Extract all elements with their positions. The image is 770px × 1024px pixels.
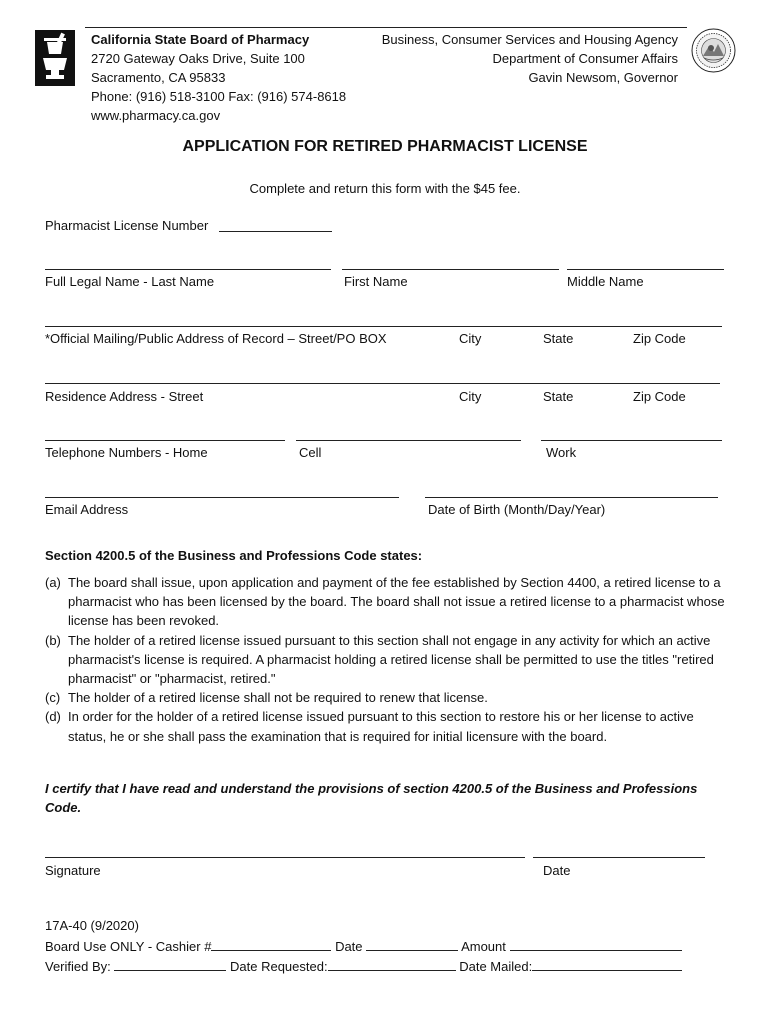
- residence-zip-label: Zip Code: [633, 389, 686, 404]
- mailing-state-label: State: [543, 331, 574, 346]
- provision-item: [45, 707, 730, 745]
- middle-name-field[interactable]: [567, 269, 724, 270]
- provision-item: [45, 573, 730, 631]
- board-address-line1: 2720 Gateway Oaks Drive, Suite 100: [91, 51, 305, 66]
- date-requested-field[interactable]: [328, 958, 456, 971]
- provision-key: (d): [45, 709, 61, 725]
- phone-work-label: Work: [546, 445, 577, 460]
- verified-by-label: Verified By:: [45, 959, 111, 974]
- phone-cell-field[interactable]: [296, 440, 521, 441]
- provision-key: (c): [45, 690, 61, 706]
- dob-label: Date of Birth (Month/Day/Year): [428, 502, 606, 517]
- last-name-field[interactable]: [45, 269, 331, 270]
- email-label: Email Address: [45, 502, 129, 517]
- certification-statement: I certify that I have read and understand the provisions of section 4200.5 of the Business and Professions Code.: [45, 781, 698, 815]
- last-name-label: Full Legal Name - Last Name: [45, 274, 215, 289]
- mailing-address-label: *Official Mailing/Public Address of Record – Street/PO BOX: [45, 331, 387, 346]
- mailing-address-field[interactable]: [45, 326, 722, 327]
- board-date-field[interactable]: [366, 938, 458, 951]
- section-heading: Section 4200.5 of the Business and Professions Code states:: [45, 548, 423, 563]
- board-date-label: Date: [335, 939, 363, 954]
- agency-name: Business, Consumer Services and Housing Agency: [381, 32, 678, 47]
- date-mailed-field[interactable]: [532, 958, 682, 971]
- department-name: Department of Consumer Affairs: [492, 51, 678, 66]
- form-title: APPLICATION FOR RETIRED PHARMACIST LICENSE: [182, 138, 588, 155]
- residence-state-label: State: [543, 389, 574, 404]
- signature-label: Signature: [45, 863, 101, 878]
- mortar-pestle-icon: [35, 30, 75, 86]
- agency-block: [360, 30, 678, 87]
- header-rule: [85, 27, 687, 28]
- middle-name-label: Middle Name: [567, 274, 644, 289]
- signature-date-label: Date: [543, 863, 571, 878]
- verification-row: [45, 958, 682, 974]
- license-number-field[interactable]: [219, 231, 332, 232]
- board-website[interactable]: www.pharmacy.ca.gov: [91, 108, 221, 123]
- residence-city-label: City: [459, 389, 482, 404]
- phone-cell-label: Cell: [299, 445, 322, 460]
- provisions-list: [45, 573, 730, 746]
- phone-home-label: Telephone Numbers - Home: [45, 445, 208, 460]
- first-name-label: First Name: [344, 274, 408, 289]
- california-state-seal-icon: [691, 28, 736, 73]
- verified-by-field[interactable]: [114, 958, 226, 971]
- mailing-zip-label: Zip Code: [633, 331, 686, 346]
- amount-field[interactable]: [510, 938, 682, 951]
- dob-field[interactable]: [425, 497, 718, 498]
- date-requested-label: Date Requested:: [230, 959, 328, 974]
- form-id: 17A-40 (9/2020): [45, 918, 139, 933]
- governor-name: Gavin Newsom, Governor: [528, 70, 678, 85]
- provision-text: The holder of a retired license shall not be required to renew that license.: [68, 690, 488, 706]
- provision-key: (b): [45, 632, 61, 648]
- board-name: California State Board of Pharmacy: [91, 32, 310, 47]
- signature-field[interactable]: [45, 857, 525, 858]
- provision-text: The board shall issue, upon application and payment of the fee established by Section 4400, a retired license to a pharmacist who has been licensed by the board. The board shall not issue a retired license to a pharmacist whose license has been revoked.: [68, 575, 725, 629]
- cashier-field[interactable]: [211, 938, 331, 951]
- provision-text: In order for the holder of a retired license issued pursuant to this section to restore his or her license to active status, he or she shall pass the examination that is required for initial licensure with the board.: [68, 709, 694, 744]
- board-address-line2: Sacramento, CA 95833: [91, 70, 226, 85]
- board-phone: Phone: (916) 518-3100 Fax: (916) 574-8618: [91, 89, 347, 104]
- board-contact-block: [91, 30, 346, 125]
- license-number-label: Pharmacist License Number: [45, 218, 209, 233]
- first-name-field[interactable]: [342, 269, 559, 270]
- phone-home-field[interactable]: [45, 440, 285, 441]
- signature-date-field[interactable]: [533, 857, 705, 858]
- provision-item: [45, 688, 730, 707]
- amount-label: Amount: [461, 939, 506, 954]
- phone-work-field[interactable]: [541, 440, 722, 441]
- form-subtitle: Complete and return this form with the $45 fee.: [249, 181, 521, 196]
- date-mailed-label: Date Mailed:: [459, 959, 533, 974]
- residence-address-field[interactable]: [45, 383, 720, 384]
- provision-text: The holder of a retired license issued pursuant to this section shall not engage in any activity for which an active pharmacist's license is required. A pharmacist holding a retired license shall be permitted to use the titles "retired pharmacist" or "pharmacist, retired.": [68, 632, 714, 687]
- residence-address-label: Residence Address - Street: [45, 389, 204, 404]
- cashier-label: Board Use ONLY - Cashier #: [45, 939, 212, 954]
- board-use-row: [45, 938, 682, 954]
- email-field[interactable]: [45, 497, 399, 498]
- provision-key: (a): [45, 575, 61, 590]
- provision-item: [45, 631, 730, 689]
- mailing-city-label: City: [459, 331, 482, 346]
